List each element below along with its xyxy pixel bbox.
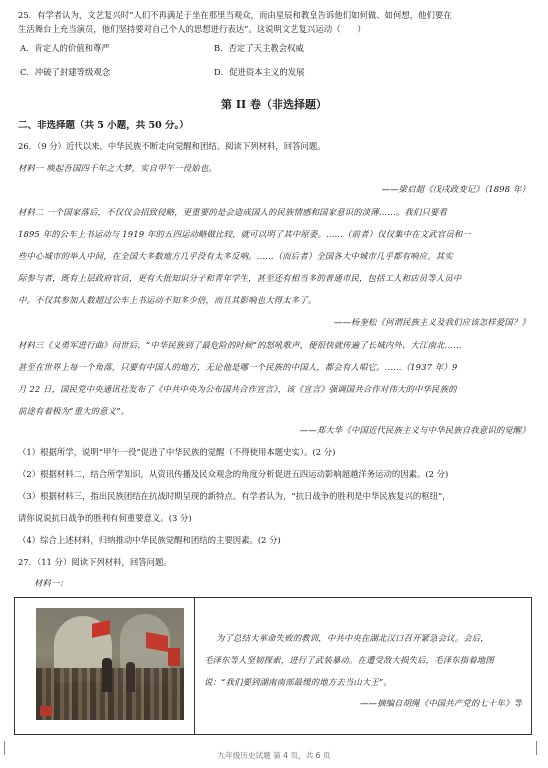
- q27-box-source: ——摘编自胡绳《中国共产党的七十年》等: [360, 698, 522, 708]
- q26-sub3-line1: （3）根据材料三，指出民族团结在抗战时期呈现的新特点。有学者认为，“抗日战争的胜利是中华民族复兴的枢纽”，: [18, 491, 451, 501]
- q25-stem-line2: 生活舞台上充当演员，他们坚持要对自己个人的思想进行表达”。这说明文艺复兴运动（ ）: [18, 24, 366, 34]
- q26-material3-line1: 材料三《义勇军进行曲》问世后，“中华民族到了最危险的时候”的怒吼歌声，便很快就传遍了长城内外、大江南北……: [18, 340, 462, 350]
- q27-box-text-line2: 毛泽东等人坚韧探索，进行了武装暴动。在遭受敌大损失后，毛泽东指着地图: [204, 655, 494, 665]
- q26-material3-line2: 甚至在世界上每一个角落，只要有中国人的地方，无论他是哪一个民族的中国人，都会有人唱它。……（1937 年）9: [18, 362, 458, 372]
- q26-intro: 26．（9 分）近代以来，中华民族不断走向觉醒和团结。阅读下列材料，回答问题。: [18, 141, 326, 151]
- q26-material2-line4: 际参与者，既有上层政府官员，更有大批知识分子和青年学生，甚至还有相当多的普通市民，包括工人和店员等人员中: [18, 273, 462, 283]
- q26-material2-line5: 中。不仅其参加人数超过公车上书运动不知多少倍，而且其影响也大得太多了。: [18, 295, 317, 305]
- q25-stem-line1: 25．有学者认为，文艺复兴时“人们不再满足于坐在那里当观众，而由星辰和教皇告诉他们如何做、如何想，他们要在: [18, 10, 452, 20]
- q26-sub1: （1）根据所学，说明“甲午一役”促进了中华民族的觉醒（不得使用本题史实）。(2 分): [18, 447, 336, 457]
- q26-material2-source: ——杨奎松《何谓民族主义及我们应该怎样爱国？》: [333, 317, 530, 327]
- section-title: 第 II 卷（非选择题）: [221, 98, 327, 111]
- q27-box-text-line1: 为了总结大革命失败的教训，中共中央在湖北汉口召开紧急会议。会后，: [216, 633, 489, 643]
- q27-material-box-divider: [194, 597, 195, 735]
- q26-material3-line4: 前途有着极为“重大的意义”。: [18, 406, 130, 416]
- q26-sub3-line2: 请你说说抗日战争的胜利有何重要意义。(3 分): [18, 513, 192, 523]
- q26-sub4: （4）综合上述材料，归纳推动中华民族觉醒和团结的主要因素。(2 分): [18, 535, 281, 545]
- q25-option-a: A．肯定人的价值和尊严: [20, 43, 110, 53]
- q26-material2-line1: 材料二 一个国家落后，不仅仅会招致侵略，更重要的是会造成国人的民族情感和国家意识的淡薄……。我们只要看: [18, 207, 448, 217]
- q26-material1-source: ——梁启超《戊戌政变记》（1898 年）: [381, 184, 530, 194]
- q26-material3-source: ——郑大华《中国近代民族主义与中华民族自我意识的觉醒》: [299, 425, 530, 435]
- historical-painting-image: [36, 608, 184, 720]
- q25-option-c: C．冲破了封建等级观念: [20, 67, 111, 77]
- q26-material2-line3: 些中心城市的举人中间，在全国大多数地方几乎没有太多反响。……（而后者）全国各大中城市几乎都有响应。其实: [18, 251, 453, 261]
- q26-sub2: （2）根据材料二，结合所学知识，从资讯传播及民众观念的角度分析促进五四运动影响超越洋务运动的因素。(2 分): [18, 469, 449, 479]
- part2-heading: 二、非选择题（共 5 小题，共 50 分。）: [18, 120, 189, 131]
- q27-material1-label: 材料一：: [34, 578, 69, 588]
- page-footer: 九年级历史试题 第 4 页，共 6 页: [217, 751, 331, 760]
- q27-box-text-line3: 说：“我们要到湖南南部最缓的地方去当山大王”。: [204, 677, 392, 687]
- q26-material3-line3: 月 22 日，国民党中央通讯社发布了《中共中央为公布国共合作宣言》，该《宣言》强调国共合作对伟大的中华民族的: [18, 384, 457, 394]
- q25-option-b: B．否定了天主教会权威: [214, 43, 304, 53]
- q25-option-d: D．促进资本主义的发展: [214, 67, 305, 77]
- q26-material1: 材料一 唤起吾国四千年之大梦，实自甲午一役始也。: [18, 163, 217, 173]
- q27-intro: 27．（11 分）阅读下列材料，回答问题。: [18, 557, 172, 567]
- q26-material2-line2: 1895 年的公车上书运动与 1919 年的五四运动略做比较，就可以明了其中原委。……（前者）仅仅集中在文武官员和一: [18, 229, 471, 239]
